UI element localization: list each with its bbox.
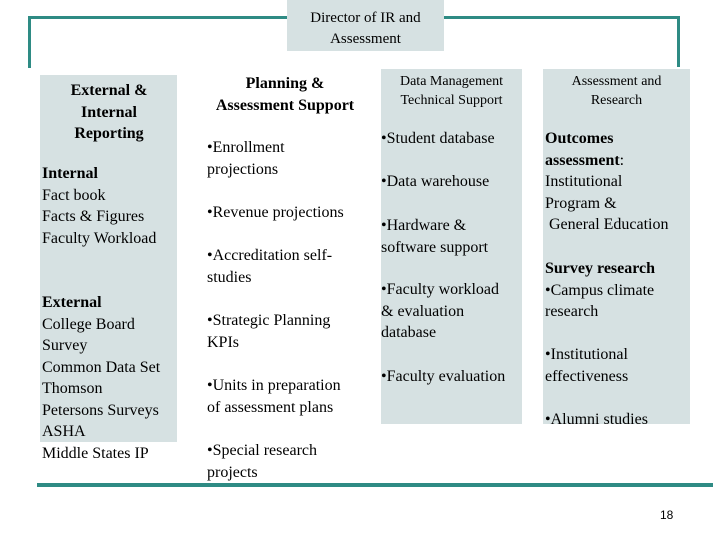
col4-title (543, 72, 690, 110)
col4-outcomes-heading: assessment (545, 151, 620, 169)
col3-item (381, 215, 522, 258)
col3-item-line: • Hardware & (381, 215, 522, 237)
col3-title-line: Technical Support (400, 93, 503, 108)
col4-outcomes-heading-line-2 (545, 150, 690, 172)
col2-item (207, 440, 377, 483)
col4-title-line: Research (590, 93, 643, 108)
col4-survey-item: • Campus climate (545, 280, 690, 302)
col4-item-line: effectiveness (545, 367, 629, 385)
col4-item (545, 344, 690, 387)
col1-external-section (42, 292, 177, 464)
col1-external-item: Common Data Set (42, 358, 161, 376)
col1-internal-item: Faculty Workload (42, 229, 157, 247)
col2-item (207, 202, 377, 224)
col3-title (381, 72, 522, 110)
col1-internal-item: Fact book (42, 186, 106, 204)
col2-item-line: projects (207, 463, 258, 481)
col4-outcomes-item: General Education (545, 216, 669, 233)
col2-item-line: • Special research (207, 440, 377, 462)
right-drop-connector (677, 16, 680, 67)
director-title-line-2: Assessment (330, 31, 401, 47)
col1-title (44, 80, 174, 145)
col4-outcomes-colon: : (619, 151, 625, 169)
left-drop-connector (28, 16, 31, 68)
col2-title (203, 73, 367, 116)
col4-survey-section (545, 258, 690, 323)
col4-survey-item: research (545, 303, 599, 320)
col3-item-line: • Faculty evaluation (381, 366, 526, 388)
col2-item-line: • Units in preparation (207, 375, 377, 397)
director-title-line-1: Director of IR and (310, 10, 421, 26)
col4-item (545, 409, 690, 431)
col3-item-line: software support (381, 238, 489, 256)
col2-item-line: studies (207, 268, 252, 286)
col3-item (381, 128, 522, 150)
col3-item-line: & evaluation (381, 302, 465, 320)
col4-outcomes-item: Institutional (545, 173, 623, 190)
col1-title-line: External & (70, 82, 148, 99)
col1-external-item: College Board (42, 315, 135, 333)
col2-item-line: • Revenue projections (207, 202, 377, 224)
col2-title-line: Planning & (245, 75, 325, 92)
director-title (287, 8, 444, 50)
col4-outcomes-item: Program & (545, 194, 617, 212)
col3-title-line: Data Management (399, 74, 503, 89)
col2-item-line: • Accreditation self- (207, 245, 377, 267)
col4-item-line: • Alumni studies (545, 409, 690, 431)
col1-external-item: Survey (42, 337, 88, 354)
col2-item-line: of assessment plans (207, 398, 334, 416)
page-number: 18 (660, 508, 674, 522)
col2-item-line: • Enrollment (207, 137, 377, 159)
col4-item-line: • Institutional (545, 344, 690, 366)
col3-item-line: • Data warehouse (381, 171, 522, 193)
col2-item-line: projections (207, 160, 279, 178)
col4-outcomes-heading: Outcomes (545, 130, 614, 147)
col1-internal-section (42, 163, 177, 249)
col1-external-item: Thomson (42, 380, 103, 397)
col4-outcomes-section (545, 128, 690, 236)
col1-title-line: Internal (81, 103, 137, 121)
col2-title-line: Assessment Support (215, 96, 355, 114)
col3-item-line: • Faculty workload (381, 279, 522, 301)
col2-item-line: • Strategic Planning (207, 310, 377, 332)
col2-item (207, 375, 377, 418)
col4-title-line: Assessment and (571, 74, 662, 89)
col1-external-item: Petersons Surveys (42, 401, 159, 419)
col2-item (207, 245, 377, 288)
top-connector-right (444, 16, 680, 19)
col3-item (381, 171, 522, 193)
col2-item (207, 310, 377, 353)
col2-item-line: KPIs (207, 333, 240, 351)
col1-title-line: Reporting (74, 125, 144, 142)
col3-item-line: database (381, 324, 437, 341)
col1-internal-heading: Internal (42, 165, 98, 182)
top-connector-left (28, 16, 287, 19)
col1-external-item: ASHA (42, 423, 86, 440)
col1-internal-item: Facts & Figures (42, 208, 145, 225)
bottom-rule (37, 483, 713, 487)
col3-item (381, 366, 526, 388)
col4-survey-heading: Survey research (545, 260, 656, 277)
col1-external-heading: External (42, 294, 102, 311)
col1-external-item: Middle States IP (42, 444, 149, 462)
col3-item (381, 279, 522, 344)
col2-item (207, 137, 377, 180)
col3-item-line: • Student database (381, 128, 522, 150)
